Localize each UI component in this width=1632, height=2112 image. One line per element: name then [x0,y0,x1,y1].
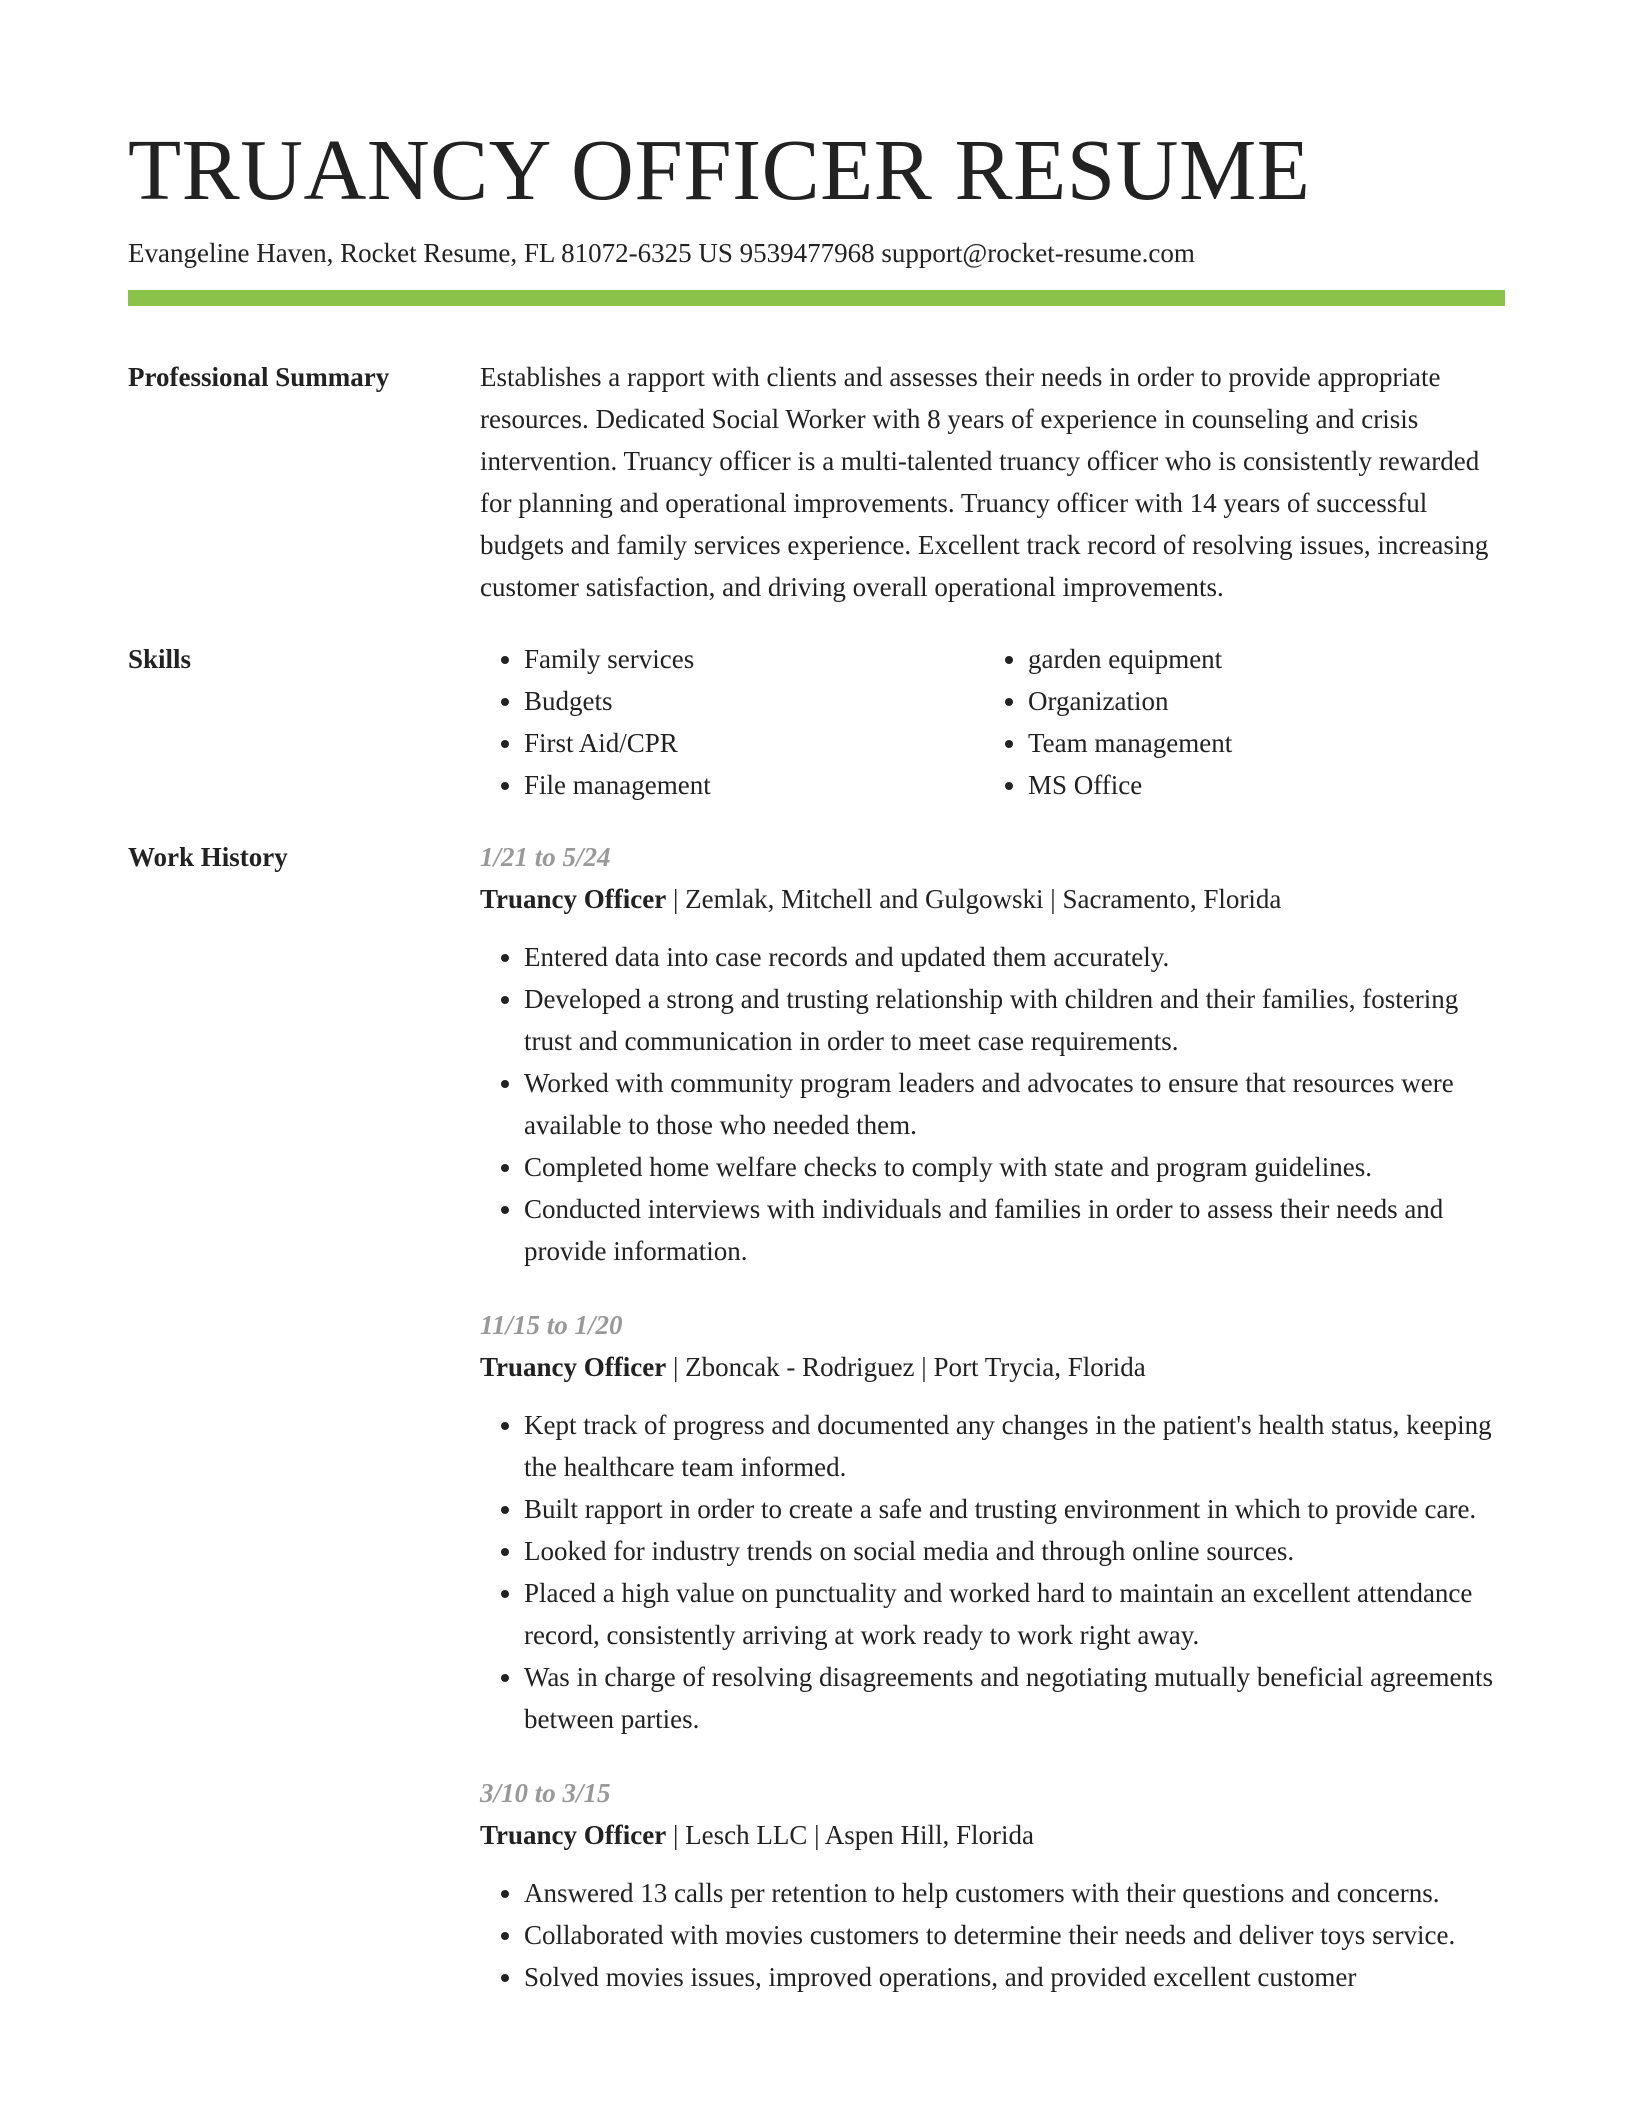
job-duty: • Placed a high value on punctuality and worked hard to maintain an excellent attendance record, consistently arriving at work ready to work right away. [524,1572,1505,1656]
job-duty: • Answered 13 calls per retention to help customers with their questions and concerns. [524,1872,1505,1914]
skill-item: • Family services [524,638,984,680]
job-location: Port Trycia, Florida [933,1352,1146,1382]
job-duty: • Worked with community program leaders and advocates to ensure that resources were available to those who needed them. [524,1062,1505,1146]
job-dates: 11/15 to 1/20 [480,1310,623,1340]
skills-column-1 [480,638,984,806]
job-dates: 3/10 to 3/15 [480,1778,611,1808]
job-heading [480,1346,1505,1388]
separator: | [666,1352,686,1382]
contact-line: Evangeline Haven, Rocket Resume, FL 81072-6325 US 9539477968 support@rocket-resume.com [128,238,1195,268]
skill-item: • MS Office [1028,764,1488,806]
work-history-section [128,836,1505,2030]
separator: | [1043,884,1063,914]
job-duty: • Entered data into case records and updated them accurately. [524,936,1505,978]
separator: | [666,1820,686,1850]
skill-item: • Team management [1028,722,1488,764]
job-company: Zemlak, Mitchell and Gulgowski [685,884,1044,914]
section-label-work: Work History [128,842,288,872]
header-divider [128,290,1505,306]
job-duties [480,1872,1505,1998]
job-company: Lesch LLC [685,1820,808,1850]
job-entry [480,1772,1505,1998]
separator: | [914,1352,934,1382]
job-duty: • Developed a strong and trusting relationship with children and their families, fostering trust and communication in order to meet case requirements. [524,978,1505,1062]
job-duty: • Built rapport in order to create a safe and trusting environment in which to provide care. [524,1488,1505,1530]
job-location: Aspen Hill, Florida [824,1820,1034,1850]
skill-item: • garden equipment [1028,638,1488,680]
skill-item: • First Aid/CPR [524,722,984,764]
job-title: Truancy Officer [480,1352,667,1382]
job-dates: 1/21 to 5/24 [480,842,611,872]
professional-summary-section [128,356,1505,608]
job-entry [480,836,1505,1272]
job-duty: • Looked for industry trends on social media and through online sources. [524,1530,1505,1572]
job-duties [480,936,1505,1272]
summary-text: Establishes a rapport with clients and assesses their needs in order to provide appropriate resources. Dedicated Social Worker with 8 years of experience in counseling and crisis intervention. Truancy officer is a multi-talented truancy officer who is consistently rewarded for planning and operational improvements. Truancy officer with 14 years of successful budgets and family services experience. Excellent track record of resolving issues, increasing customer satisfaction, and driving overall operational improvements. [480,362,1489,602]
section-label-summary: Professional Summary [128,362,390,392]
job-heading [480,878,1505,920]
job-title: Truancy Officer [480,884,667,914]
resume-title: TRUANCY OFFICER RESUME [128,121,1311,218]
work-history-list [480,836,1505,2030]
section-label-skills: Skills [128,644,192,674]
separator: | [807,1820,825,1850]
job-duty: • Solved movies issues, improved operations, and provided excellent customer [524,1956,1505,1998]
job-heading [480,1814,1505,1856]
job-location: Sacramento, Florida [1062,884,1282,914]
skills-section [128,638,1505,806]
job-duty: • Conducted interviews with individuals and families in order to assess their needs and provide information. [524,1188,1505,1272]
skill-item: • Organization [1028,680,1488,722]
skills-column-2 [984,638,1488,806]
job-entry [480,1304,1505,1740]
job-duty: • Completed home welfare checks to comply with state and program guidelines. [524,1146,1505,1188]
skill-item: • File management [524,764,984,806]
job-duties [480,1404,1505,1740]
skill-item: • Budgets [524,680,984,722]
resume-page [128,0,1505,2030]
separator: | [666,884,686,914]
job-title: Truancy Officer [480,1820,667,1850]
job-duty: • Collaborated with movies customers to determine their needs and deliver toys service. [524,1914,1505,1956]
job-duty: • Was in charge of resolving disagreements and negotiating mutually beneficial agreements between parties. [524,1656,1505,1740]
job-company: Zboncak - Rodriguez [685,1352,915,1382]
job-duty: • Kept track of progress and documented any changes in the patient's health status, keeping the healthcare team informed. [524,1404,1505,1488]
skills-columns [480,638,1505,806]
